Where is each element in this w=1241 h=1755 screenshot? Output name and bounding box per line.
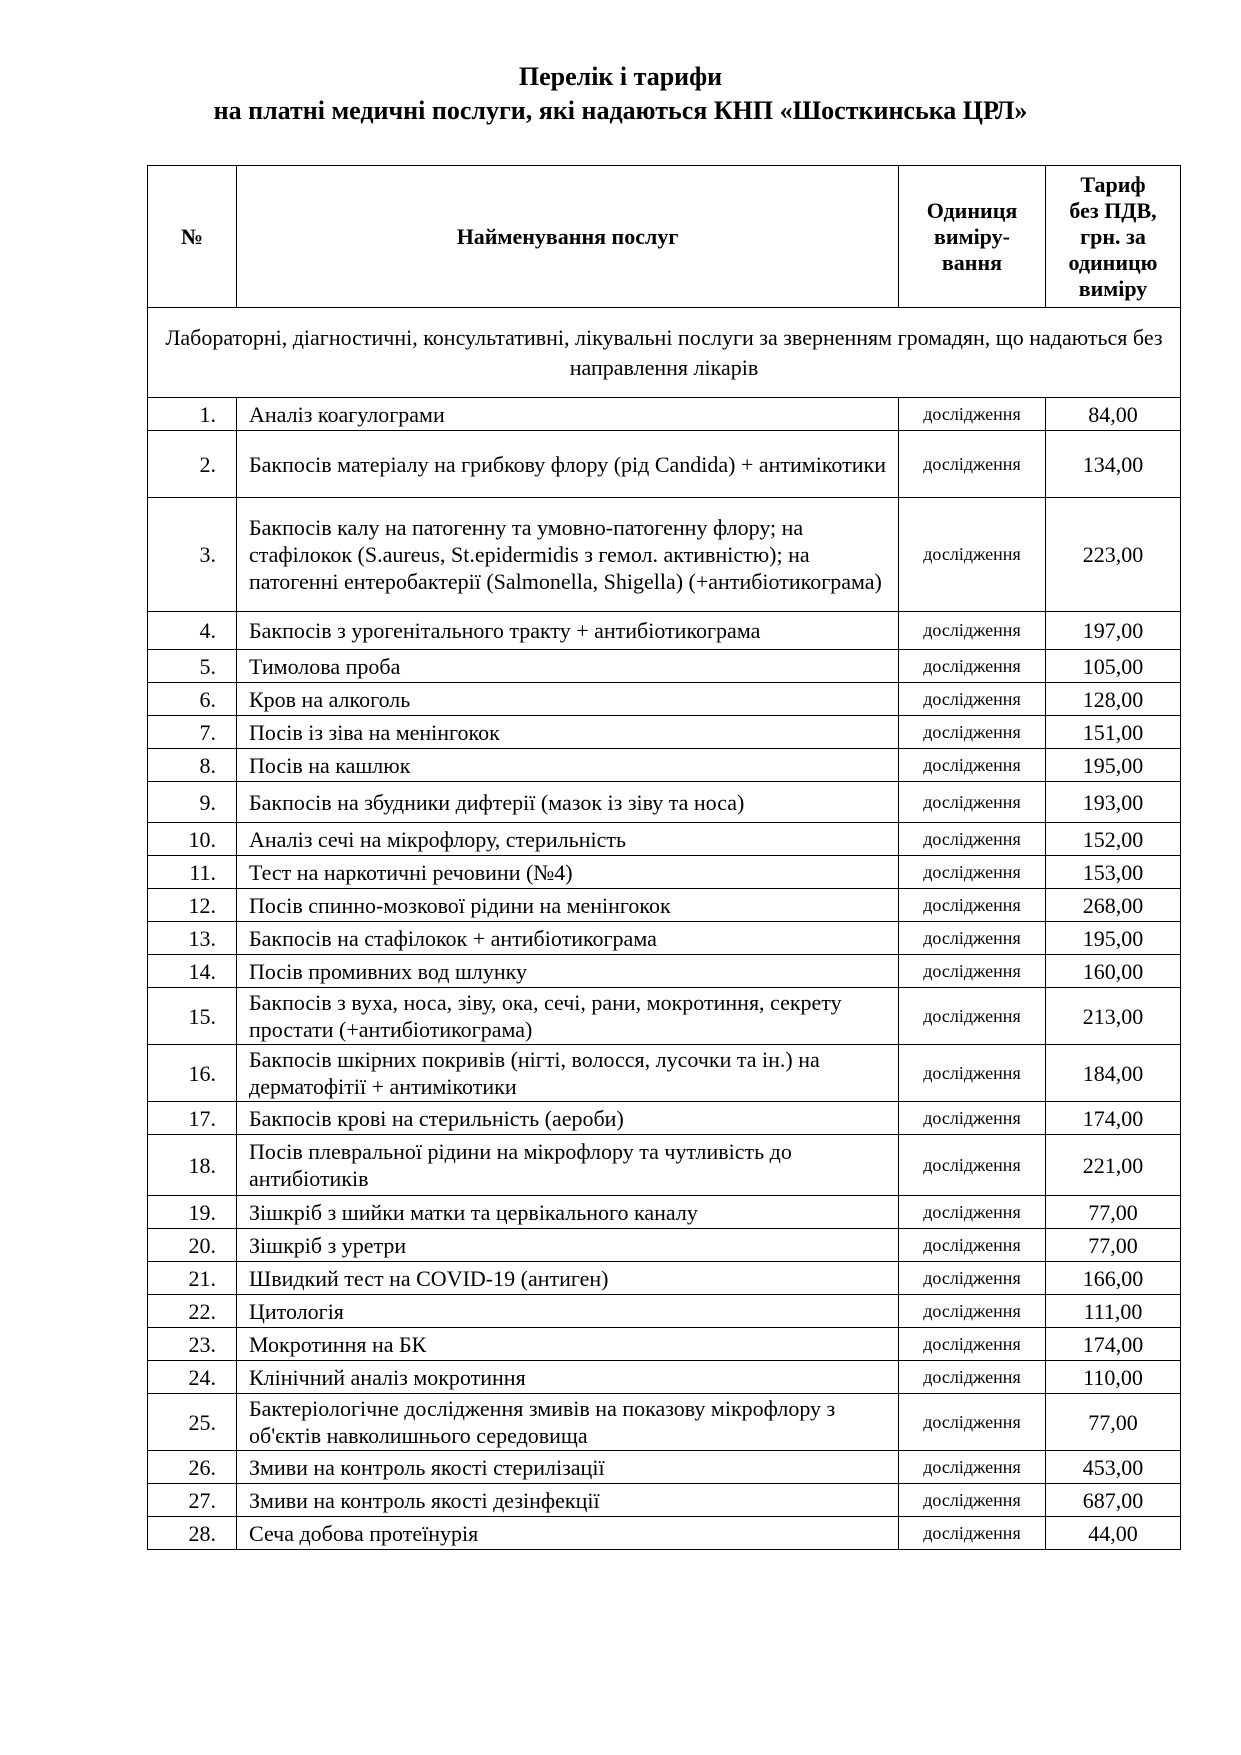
row-price: 687,00 (1046, 1484, 1181, 1517)
row-service-name: Бакпосів калу на патогенну та умовно-патогенну флору; на стафілокок (S.aureus, St.epidermidis з гемол. активністю); на патогенні ентеробактерії (Salmonella, Shigella) (+антибіотикограма) (237, 498, 899, 612)
row-price: 195,00 (1046, 749, 1181, 782)
row-unit: дослідження (899, 1517, 1046, 1550)
row-price: 110,00 (1046, 1361, 1181, 1394)
row-number: 12. (148, 889, 237, 922)
row-unit: дослідження (899, 612, 1046, 650)
row-price: 197,00 (1046, 612, 1181, 650)
row-unit: дослідження (899, 1102, 1046, 1135)
table-row (148, 1328, 1181, 1361)
row-price: 213,00 (1046, 988, 1181, 1045)
row-unit: дослідження (899, 1484, 1046, 1517)
row-service-name: Бакпосів матеріалу на грибкову флору (рід Candida) + антимікотики (237, 431, 899, 498)
row-unit: дослідження (899, 683, 1046, 716)
document-title (0, 60, 1241, 128)
row-service-name: Зішкріб з шийки матки та цервікального каналу (237, 1196, 899, 1229)
header-price-line-3: грн. за (1080, 223, 1146, 249)
row-unit: дослідження (899, 1394, 1046, 1451)
row-price: 195,00 (1046, 922, 1181, 955)
row-number: 9. (148, 782, 237, 823)
header-number: № (148, 166, 237, 308)
row-number: 19. (148, 1196, 237, 1229)
row-service-name: Цитологія (237, 1295, 899, 1328)
row-unit: дослідження (899, 889, 1046, 922)
row-number: 17. (148, 1102, 237, 1135)
row-number: 2. (148, 431, 237, 498)
row-unit: дослідження (899, 749, 1046, 782)
row-number: 4. (148, 612, 237, 650)
row-number: 14. (148, 955, 237, 988)
table-row (148, 431, 1181, 498)
table-row (148, 856, 1181, 889)
row-price: 44,00 (1046, 1517, 1181, 1550)
row-number: 5. (148, 650, 237, 683)
row-service-name: Бакпосів з урогенітального тракту + антибіотикограма (237, 612, 899, 650)
header-price-line-5: виміру (1078, 275, 1148, 301)
row-number: 11. (148, 856, 237, 889)
table-row (148, 922, 1181, 955)
table-row (148, 1045, 1181, 1102)
table-row (148, 782, 1181, 823)
row-service-name: Змиви на контроль якості стерилізації (237, 1451, 899, 1484)
row-service-name: Аналіз коагулограми (237, 398, 899, 431)
row-service-name: Посів із зіва на менінгокок (237, 716, 899, 749)
table-row (148, 1484, 1181, 1517)
row-price: 105,00 (1046, 650, 1181, 683)
row-service-name: Бактеріологічне дослідження змивів на показову мікрофлору з об'єктів навколишнього середовища (237, 1394, 899, 1451)
row-unit: дослідження (899, 922, 1046, 955)
row-price: 128,00 (1046, 683, 1181, 716)
row-service-name: Зішкріб з уретри (237, 1229, 899, 1262)
row-unit: дослідження (899, 498, 1046, 612)
row-unit: дослідження (899, 431, 1046, 498)
row-price: 174,00 (1046, 1102, 1181, 1135)
row-unit: дослідження (899, 955, 1046, 988)
row-service-name: Посів на кашлюк (237, 749, 899, 782)
header-price-line-4: одиницю (1068, 249, 1158, 275)
row-service-name: Бакпосів крові на стерильність (аероби) (237, 1102, 899, 1135)
row-unit: дослідження (899, 1451, 1046, 1484)
header-service-name: Найменування послуг (237, 166, 899, 308)
row-price: 77,00 (1046, 1229, 1181, 1262)
row-number: 8. (148, 749, 237, 782)
row-number: 1. (148, 398, 237, 431)
row-number: 26. (148, 1451, 237, 1484)
table-row (148, 1196, 1181, 1229)
row-unit: дослідження (899, 1045, 1046, 1102)
row-number: 25. (148, 1394, 237, 1451)
table-row (148, 1229, 1181, 1262)
table-row (148, 823, 1181, 856)
tariffs-table (147, 165, 1181, 1550)
row-price: 166,00 (1046, 1262, 1181, 1295)
table-row (148, 1295, 1181, 1328)
row-price: 223,00 (1046, 498, 1181, 612)
table-row (148, 889, 1181, 922)
header-unit-line-1: Одиниця (926, 197, 1018, 223)
row-number: 7. (148, 716, 237, 749)
row-service-name: Посів промивних вод шлунку (237, 955, 899, 988)
table-row (148, 1262, 1181, 1295)
row-service-name: Тимолова проба (237, 650, 899, 683)
row-service-name: Бакпосів на збудники дифтерії (мазок із зіву та носа) (237, 782, 899, 823)
row-number: 13. (148, 922, 237, 955)
header-unit-line-2: виміру- (934, 223, 1010, 249)
row-number: 28. (148, 1517, 237, 1550)
table-row (148, 1394, 1181, 1451)
row-unit: дослідження (899, 1196, 1046, 1229)
row-number: 18. (148, 1135, 237, 1196)
row-unit: дослідження (899, 1295, 1046, 1328)
row-service-name: Аналіз сечі на мікрофлору, стерильність (237, 823, 899, 856)
row-number: 20. (148, 1229, 237, 1262)
row-service-name: Бакпосів з вуха, носа, зіву, ока, сечі, рани, мокротиння, секрету простати (+антибіотикограма) (237, 988, 899, 1045)
header-price-line-1: Тариф (1080, 171, 1146, 197)
row-service-name: Посів спинно-мозкової рідини на менінгокок (237, 889, 899, 922)
table-row (148, 398, 1181, 431)
row-price: 174,00 (1046, 1328, 1181, 1361)
row-price: 152,00 (1046, 823, 1181, 856)
row-price: 193,00 (1046, 782, 1181, 823)
row-price: 77,00 (1046, 1196, 1181, 1229)
row-number: 27. (148, 1484, 237, 1517)
row-unit: дослідження (899, 398, 1046, 431)
row-unit: дослідження (899, 1328, 1046, 1361)
table-row (148, 1361, 1181, 1394)
row-price: 77,00 (1046, 1394, 1181, 1451)
row-price: 153,00 (1046, 856, 1181, 889)
header-unit-line-3: вання (941, 249, 1003, 275)
row-service-name: Сеча добова протеїнурія (237, 1517, 899, 1550)
table-row (148, 498, 1181, 612)
table-row (148, 683, 1181, 716)
table-row (148, 716, 1181, 749)
row-service-name: Швидкий тест на COVID-19 (антиген) (237, 1262, 899, 1295)
row-number: 23. (148, 1328, 237, 1361)
table-row (148, 1135, 1181, 1196)
header-price (1046, 166, 1181, 308)
title-line-2: на платні медичні послуги, які надаються КНП «Шосткинська ЦРЛ» (213, 96, 1028, 125)
section-row (148, 308, 1181, 398)
row-number: 10. (148, 823, 237, 856)
row-service-name: Бакпосів шкірних покривів (нігті, волосся, лусочки та ін.) на дерматофітії + антимікотики (237, 1045, 899, 1102)
row-service-name: Клінічний аналіз мокротиння (237, 1361, 899, 1394)
row-unit: дослідження (899, 782, 1046, 823)
table-row (148, 612, 1181, 650)
row-unit: дослідження (899, 856, 1046, 889)
row-number: 15. (148, 988, 237, 1045)
row-unit: дослідження (899, 1135, 1046, 1196)
row-unit: дослідження (899, 823, 1046, 856)
table-row (148, 749, 1181, 782)
table-row (148, 1517, 1181, 1550)
row-number: 3. (148, 498, 237, 612)
table-header-row (148, 166, 1181, 308)
table-row (148, 955, 1181, 988)
row-price: 184,00 (1046, 1045, 1181, 1102)
row-unit: дослідження (899, 716, 1046, 749)
row-unit: дослідження (899, 650, 1046, 683)
row-price: 111,00 (1046, 1295, 1181, 1328)
row-unit: дослідження (899, 988, 1046, 1045)
row-service-name: Бакпосів на стафілокок + антибіотикограма (237, 922, 899, 955)
row-price: 160,00 (1046, 955, 1181, 988)
row-number: 21. (148, 1262, 237, 1295)
row-price: 84,00 (1046, 398, 1181, 431)
row-price: 151,00 (1046, 716, 1181, 749)
row-price: 268,00 (1046, 889, 1181, 922)
header-unit (899, 166, 1046, 308)
row-number: 22. (148, 1295, 237, 1328)
row-service-name: Кров на алкоголь (237, 683, 899, 716)
table-row (148, 1102, 1181, 1135)
row-unit: дослідження (899, 1361, 1046, 1394)
row-price: 453,00 (1046, 1451, 1181, 1484)
table-row (148, 650, 1181, 683)
row-service-name: Тест на наркотичні речовини (№4) (237, 856, 899, 889)
row-number: 16. (148, 1045, 237, 1102)
table-row (148, 1451, 1181, 1484)
row-price: 134,00 (1046, 431, 1181, 498)
row-service-name: Мокротиння на БК (237, 1328, 899, 1361)
title-line-1: Перелік і тарифи (518, 62, 723, 91)
table-row (148, 988, 1181, 1045)
row-service-name: Змиви на контроль якості дезінфекції (237, 1484, 899, 1517)
row-unit: дослідження (899, 1229, 1046, 1262)
header-price-line-2: без ПДВ, (1069, 197, 1157, 223)
row-unit: дослідження (899, 1262, 1046, 1295)
row-price: 221,00 (1046, 1135, 1181, 1196)
section-title: Лабораторні, діагностичні, консультативні, лікувальні послуги за зверненням громадян, що надаються без направлення лікарів (148, 308, 1181, 398)
row-number: 24. (148, 1361, 237, 1394)
row-service-name: Посів плевральної рідини на мікрофлору та чутливість до антибіотиків (237, 1135, 899, 1196)
row-number: 6. (148, 683, 237, 716)
